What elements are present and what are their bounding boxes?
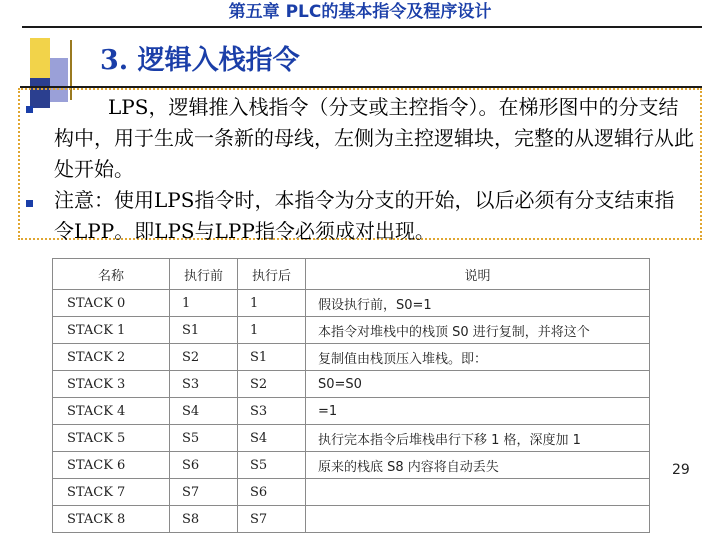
cell-description [306, 479, 650, 506]
table-row [53, 371, 650, 398]
cell-before: S2 [170, 344, 238, 371]
cell-after: 1 [238, 290, 306, 317]
slide-title: 3. 逻辑入栈指令 [100, 45, 300, 76]
cell-after: S4 [238, 425, 306, 452]
table-row [53, 452, 650, 479]
header-after: 执行后 [238, 259, 306, 290]
cell-description: 本指令对堆栈中的栈顶 S0 进行复制，并将这个 [306, 317, 650, 344]
table-row [53, 425, 650, 452]
cell-name: STACK 2 [53, 344, 170, 371]
paragraph-lps-text: LPS，逻辑推入栈指令（分支或主控指令）。在梯形图中的分支结构中，用于生成一条新的母线，左侧为主控逻辑块，完整的从逻辑行从此处开始。 [54, 95, 694, 181]
page-number: 29 [672, 462, 690, 478]
cell-before: S7 [170, 479, 238, 506]
cell-before: 1 [170, 290, 238, 317]
cell-after: S3 [238, 398, 306, 425]
cell-name: STACK 8 [53, 506, 170, 533]
cell-before: S3 [170, 371, 238, 398]
table-row [53, 344, 650, 371]
cell-description: S0=S0 [306, 371, 650, 398]
cell-name: STACK 6 [53, 452, 170, 479]
decor-yellow-square [30, 38, 50, 78]
table-header-row [53, 259, 650, 290]
cell-after: S2 [238, 371, 306, 398]
cell-description: =1 [306, 398, 650, 425]
bullet-icon [26, 106, 33, 113]
cell-after: S1 [238, 344, 306, 371]
cell-description: 执行完本指令后堆栈串行下移 1 格，深度加 1 [306, 425, 650, 452]
cell-after: S5 [238, 452, 306, 479]
cell-before: S4 [170, 398, 238, 425]
cell-before: S5 [170, 425, 238, 452]
chapter-header: 第五章 PLC的基本指令及程序设计 [228, 2, 492, 22]
cell-description: 复制值由栈顶压入堆栈。即： [306, 344, 650, 371]
bullet-icon [26, 200, 33, 207]
cell-name: STACK 3 [53, 371, 170, 398]
cell-name: STACK 1 [53, 317, 170, 344]
paragraph-lps [54, 92, 694, 185]
cell-name: STACK 7 [53, 479, 170, 506]
cell-before: S1 [170, 317, 238, 344]
header-before: 执行前 [170, 259, 238, 290]
cell-name: STACK 0 [53, 290, 170, 317]
cell-after: S6 [238, 479, 306, 506]
cell-name: STACK 4 [53, 398, 170, 425]
cell-description: 原来的栈底 S8 内容将自动丢失 [306, 452, 650, 479]
cell-before: S8 [170, 506, 238, 533]
cell-before: S6 [170, 452, 238, 479]
paragraph-note: 注意：使用LPS指令时，本指令为分支的开始，以后必须有分支结束指令LPP。即LPS与LPP指令必须成对出现。 [54, 188, 675, 243]
cell-description [306, 506, 650, 533]
cell-name: STACK 5 [53, 425, 170, 452]
table-row [53, 317, 650, 344]
table-row [53, 398, 650, 425]
table-row [53, 506, 650, 533]
cell-description: 假设执行前，S0=1 [306, 290, 650, 317]
cell-after: S7 [238, 506, 306, 533]
header-divider [22, 26, 702, 28]
header-description: 说明 [306, 259, 650, 290]
stack-table [52, 258, 650, 533]
header-name: 名称 [53, 259, 170, 290]
cell-after: 1 [238, 317, 306, 344]
table-row [53, 479, 650, 506]
table-row [53, 290, 650, 317]
